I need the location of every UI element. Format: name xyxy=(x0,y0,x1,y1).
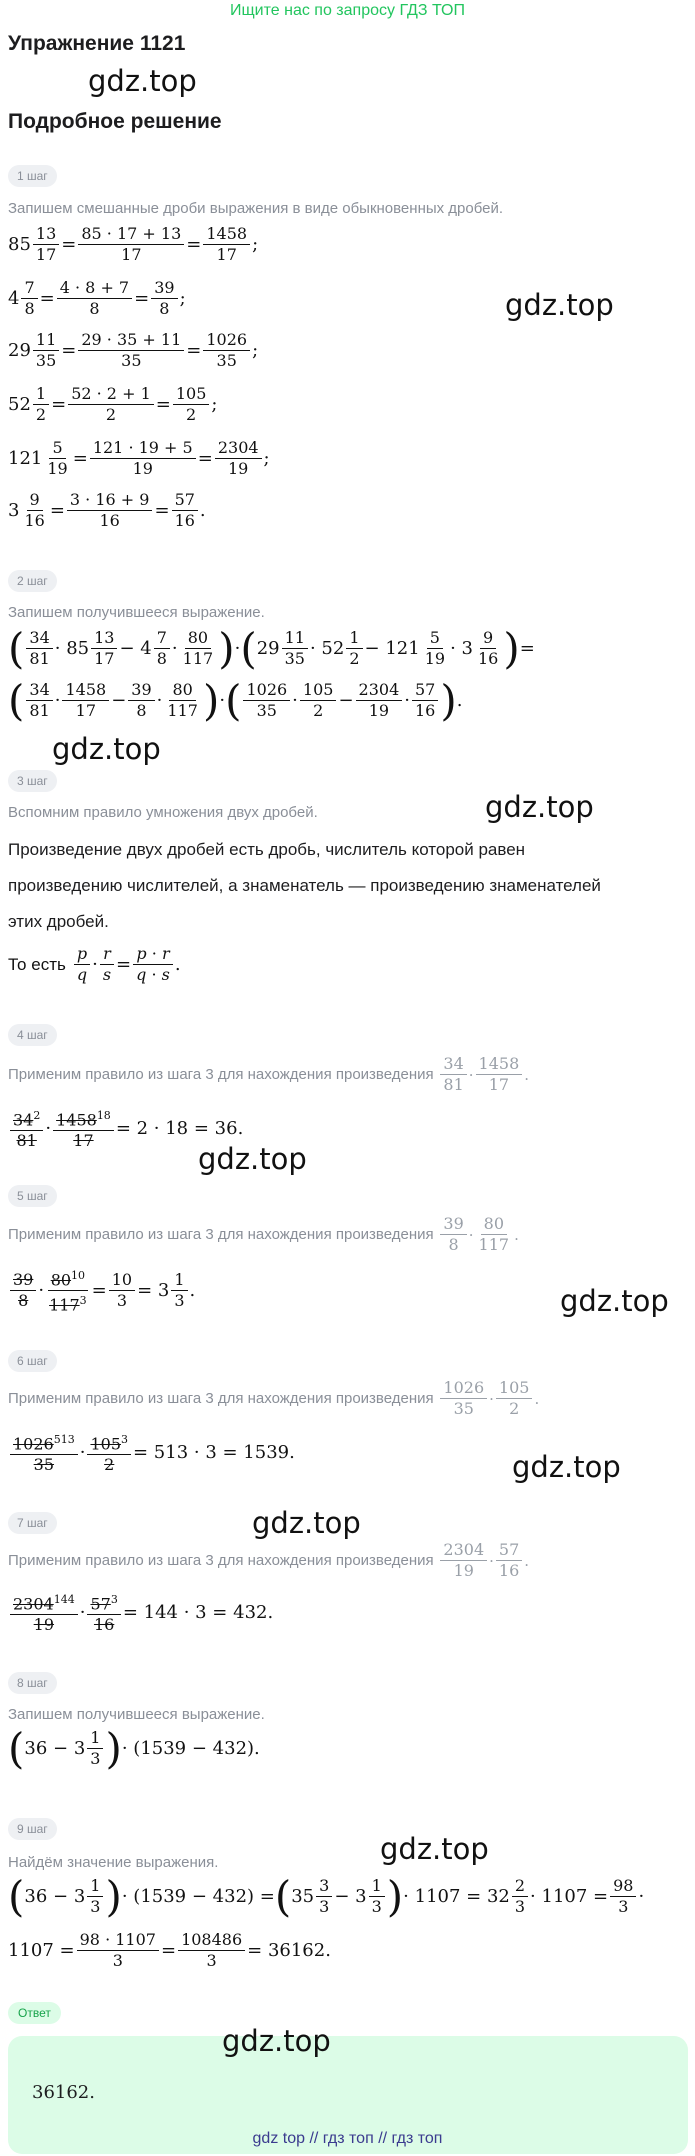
watermark: gdz.top xyxy=(512,1450,621,1484)
math-line: 3 $\frac{9}{16}$ = $\frac{3 \cdot 16 + 9}{16}$ = $\frac{57}{16}$ . xyxy=(8,490,206,530)
math-line: 1107 = $\frac{98 \cdot 1107}{3}$ = $\frac{108486}{3}$ = 36162. xyxy=(8,1930,331,1970)
step-badge-1: 1 шаг xyxy=(8,165,57,187)
math-line: 85 $\frac{13}{17}$ = $\frac{85 \cdot 17 + 13}{17}$ = $\frac{1458}{17}$ ; xyxy=(8,224,259,264)
watermark: gdz.top xyxy=(222,2024,331,2058)
footer-links[interactable]: gdz top // гдз топ // гдз топ xyxy=(252,2130,443,2147)
step-note-8: Запишем получившееся выражение. xyxy=(8,1706,265,1723)
watermark: gdz.top xyxy=(380,1832,489,1866)
step-note-7: Применим правило из шага 3 для нахождения произведения xyxy=(8,1552,434,1569)
watermark: gdz.top xyxy=(198,1142,307,1176)
exercise-title: Упражнение 1121 xyxy=(8,32,186,55)
watermark: gdz.top xyxy=(88,64,197,98)
math-line: ( $\frac{34}{81}$ · $\frac{1458}{17}$ − $\frac{39}{8}$ · $\frac{80}{117}$ ) · ( $\frac{1026}{35}$ · $\frac{105}{2}$ − $\frac{2304}{19}$ · $\frac{57}{16}$ ) . xyxy=(8,675,463,725)
answer-value: 36162. xyxy=(32,2082,95,2103)
section-title: Подробное решение xyxy=(8,110,222,133)
step-badge-7: 7 шаг xyxy=(8,1512,57,1534)
step-note-4-line: Применим правило из шага 3 для нахождения произведения $\frac{34}{81}$ · $\frac{1458}{17}$ . xyxy=(8,1054,530,1094)
watermark: gdz.top xyxy=(485,790,594,824)
step-note-5: Применим правило из шага 3 для нахождения произведения xyxy=(8,1226,434,1243)
rule-prefix: То есть xyxy=(8,954,66,974)
step-badge-9: 9 шаг xyxy=(8,1818,57,1840)
answer-badge: Ответ xyxy=(8,2002,61,2024)
math-line: $\frac{1026^{513}}{35}$ · $\frac{105^3}{2}$ = 513 · 3 = 1539. xyxy=(8,1430,295,1475)
math-line: 121 $\frac{5}{19}$ = $\frac{121 \cdot 19 + 5}{19}$ = $\frac{2304}{19}$ ; xyxy=(8,438,270,478)
step-badge-5: 5 шаг xyxy=(8,1185,57,1207)
step-badge-4: 4 шаг xyxy=(8,1024,57,1046)
step-note-9: Найдём значение выражения. xyxy=(8,1854,219,1871)
step-note-6-line: Применим правило из шага 3 для нахождения произведения $\frac{1026}{35}$ · $\frac{105}{2}$ . xyxy=(8,1378,540,1418)
math-line: $\frac{39}{8}$ · $\frac{80^{10}}{117^3}$ = $\frac{10}{3}$ = 3 $\frac{1}{3}$ . xyxy=(8,1266,195,1316)
rule-text-line: этих дробей. xyxy=(8,912,109,931)
math-line: $\frac{34^2}{81}$ · $\frac{1458^{18}}{17}$ = 2 · 18 = 36. xyxy=(8,1106,243,1151)
math-line: 29 $\frac{11}{35}$ = $\frac{29 \cdot 35 + 11}{35}$ = $\frac{1026}{35}$ ; xyxy=(8,330,259,370)
top-banner[interactable]: Ищите нас по запросу ГДЗ ТОП xyxy=(230,2,465,19)
step-badge-6: 6 шаг xyxy=(8,1350,57,1372)
step-badge-2: 2 шаг xyxy=(8,570,57,592)
math-line: ( $\frac{34}{81}$ · 85 $\frac{13}{17}$ − 4 $\frac{7}{8}$ · $\frac{80}{117}$ ) · ( 29 $\frac{11}{35}$ · 52 $\frac{1}{2}$ − 121 $\frac{5}{19}$ · 3 $\frac{9}{16}$ ) = xyxy=(8,623,535,673)
rule-text-line: Произведение двух дробей есть дробь, числитель которой равен xyxy=(8,840,526,859)
step-note-1: Запишем смешанные дроби выражения в виде обыкновенных дробей. xyxy=(8,200,504,217)
watermark: gdz.top xyxy=(505,288,614,322)
watermark: gdz.top xyxy=(560,1284,669,1318)
rule-text-line: произведению числителей, а знаменатель — произведению знаменателей xyxy=(8,876,601,895)
math-line: $\frac{2304^{144}}{19}$ · $\frac{57^3}{16}$ = 144 · 3 = 432. xyxy=(8,1590,273,1635)
watermark: gdz.top xyxy=(252,1506,361,1540)
step-note-2: Запишем получившееся выражение. xyxy=(8,604,265,621)
math-line: ( 36 − 3 $\frac{1}{3}$ ) · (1539 − 432). xyxy=(8,1723,260,1773)
step-note-6: Применим правило из шага 3 для нахождения произведения xyxy=(8,1390,434,1407)
watermark: gdz.top xyxy=(52,732,161,766)
math-line: ( 36 − 3 $\frac{1}{3}$ ) · (1539 − 432) = ( 35 $\frac{3}{3}$ − 3 $\frac{1}{3}$ ) · 1107 = 32 $\frac{2}{3}$ · 1107 = $\frac{98}{3}$ · xyxy=(8,1871,645,1921)
step-badge-3: 3 шаг xyxy=(8,770,57,792)
step-note-4: Применим правило из шага 3 для нахождения произведения xyxy=(8,1066,434,1083)
step-note-5-line: Применим правило из шага 3 для нахождения произведения $\frac{39}{8}$ · $\frac{80}{117}$ . xyxy=(8,1214,519,1254)
rule-formula: То есть $\frac{p}{q}$ · $\frac{r}{s}$ = $\frac{p \cdot r}{q \cdot s}$ . xyxy=(8,944,181,984)
step-note-7-line: Применим правило из шага 3 для нахождения произведения $\frac{2304}{19}$ · $\frac{57}{16}$ . xyxy=(8,1540,530,1580)
step-note-3: Вспомним правило умножения двух дробей. xyxy=(8,804,318,821)
step-badge-8: 8 шаг xyxy=(8,1672,57,1694)
math-line: 4 $\frac{7}{8}$ = $\frac{4 \cdot 8 + 7}{8}$ = $\frac{39}{8}$ ; xyxy=(8,278,186,318)
math-line: 52 $\frac{1}{2}$ = $\frac{52 \cdot 2 + 1}{2}$ = $\frac{105}{2}$ ; xyxy=(8,384,218,424)
